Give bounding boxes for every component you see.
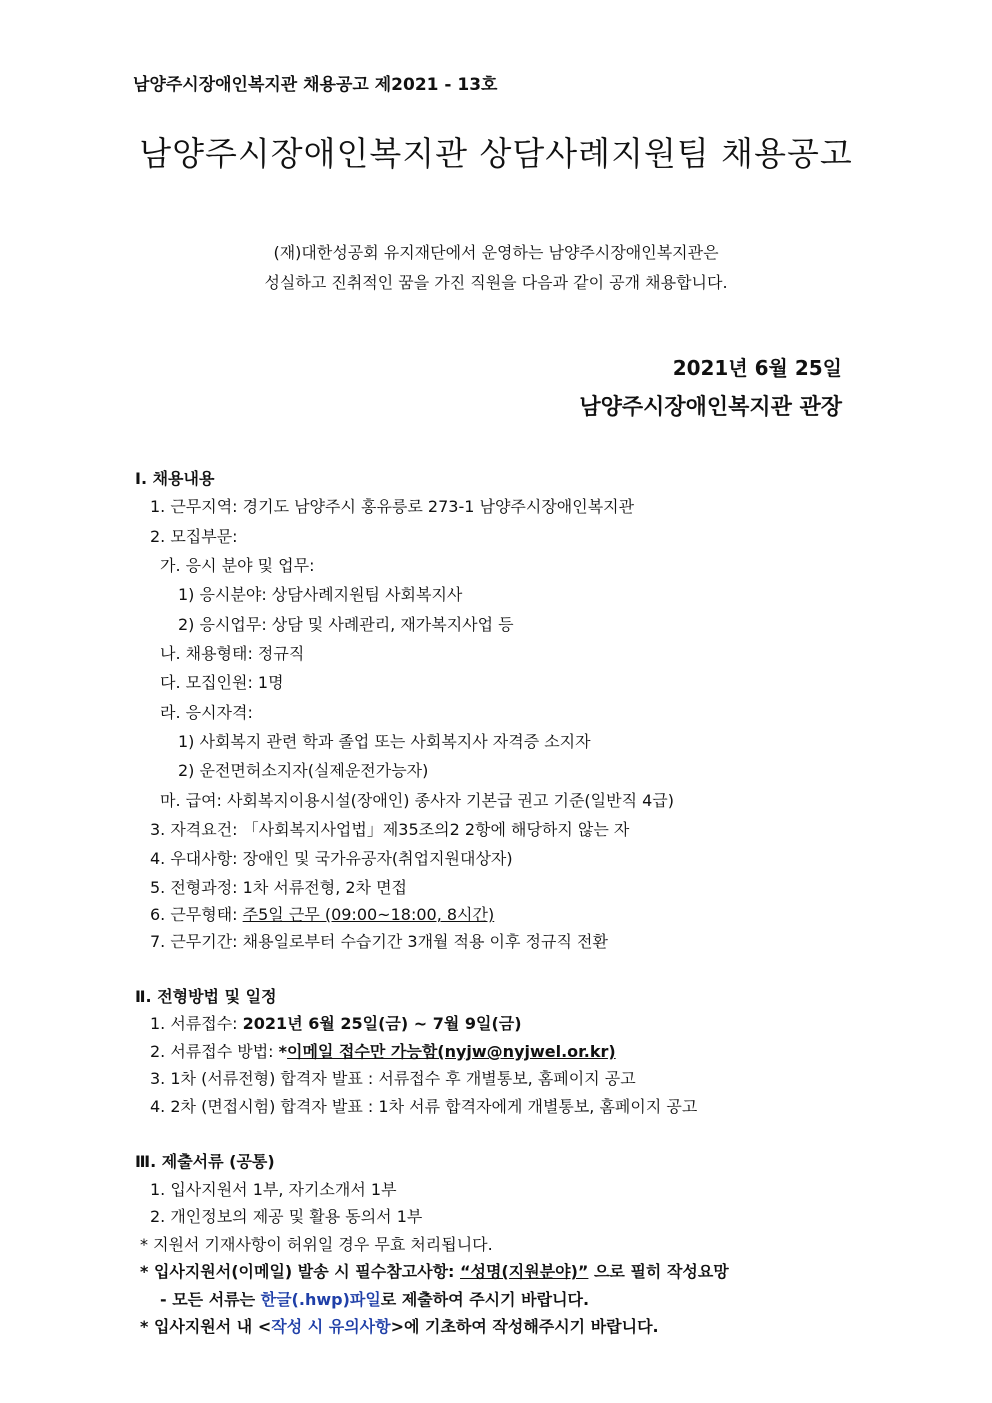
- s1-line-2: 2. 모집부문:: [150, 527, 238, 546]
- s3-line-6-a: * 입사지원서 내 <: [140, 1317, 272, 1336]
- s1-line-4: 1) 응시분야: 상담사례지원팀 사회복지사: [178, 585, 463, 604]
- s3-line-2: 2. 개인정보의 제공 및 활용 동의서 1부: [150, 1207, 423, 1226]
- s1-line-15: [150, 902, 494, 925]
- s1-line-9: 1) 사회복지 관련 학과 졸업 또는 사회복지사 자격증 소지자: [178, 732, 591, 751]
- s1-line-16: 7. 근무기간: 채용일로부터 수습기간 3개월 적용 이후 정규직 전환: [150, 932, 608, 951]
- s1-line-13: 4. 우대사항: 장애인 및 국가유공자(취업지원대상자): [150, 849, 513, 868]
- s2-line-4: 4. 2차 (면접시험) 합격자 발표 : 1차 서류 합격자에게 개별통보, 홈페이지 공고: [150, 1097, 698, 1116]
- s3-line-5-a: - 모든 서류는: [160, 1290, 261, 1309]
- intro-line-2: 성실하고 진취적인 꿈을 가진 직원을 다음과 같이 공개 채용합니다.: [264, 273, 728, 292]
- notice-number: 남양주시장애인복지관 채용공고 제2021 - 13호: [133, 75, 498, 95]
- s1-line-1: 1. 근무지역: 경기도 남양주시 홍유릉로 273-1 남양주시장애인복지관: [150, 497, 635, 516]
- s1-line-14: 5. 전형과정: 1차 서류전형, 2차 면접: [150, 878, 408, 897]
- s3-line-1: 1. 입사지원서 1부, 자기소개서 1부: [150, 1180, 397, 1199]
- s2-line-1: [150, 1011, 522, 1034]
- s3-line-4-c: 으로 필히 작성요망: [588, 1262, 729, 1281]
- s1-line-6: 나. 채용형태: 정규직: [160, 644, 305, 663]
- director-signature: 남양주시장애인복지관 관장: [579, 395, 842, 420]
- asterisk: *: [278, 1042, 288, 1061]
- s3-line-5-c: 로 제출하여 주시기 바랍니다.: [380, 1290, 590, 1309]
- s3-line-6: [140, 1314, 659, 1337]
- section-3-heading: Ⅲ. 제출서류 (공통): [135, 1152, 275, 1171]
- s3-line-5: [160, 1287, 589, 1310]
- name-field-format: “성명(지원분야)”: [460, 1262, 589, 1281]
- hwp-file-format: 한글(.hwp)파일: [260, 1290, 381, 1309]
- intro-line-1: (재)대한성공회 유지재단에서 운영하는 남양주시장애인복지관은: [273, 243, 719, 262]
- s1-line-8: 라. 응시자격:: [160, 703, 253, 722]
- s1-line-12: 3. 자격요건: 「사회복지사업법」제35조의2 2항에 해당하지 않는 자: [150, 820, 630, 839]
- page-title: 남양주시장애인복지관 상담사례지원팀 채용공고: [139, 134, 853, 173]
- s3-line-3: * 지원서 기재사항이 허위일 경우 무효 처리됩니다.: [140, 1235, 493, 1254]
- s2-line-2: [150, 1039, 616, 1062]
- s1-line-5: 2) 응시업무: 상담 및 사례관리, 재가복지사업 등: [178, 615, 514, 634]
- s1-line-10: 2) 운전면허소지자(실제운전가능자): [178, 761, 429, 780]
- s3-line-4: [140, 1259, 729, 1282]
- work-hours-underlined: 주5일 근무 (09:00~18:00, 8시간): [242, 905, 495, 924]
- s1-line-15-label: 6. 근무형태:: [150, 905, 243, 924]
- s3-line-6-c: >에 기초하여 작성해주시기 바랍니다.: [390, 1317, 659, 1336]
- s2-line-2-label: 2. 서류접수 방법:: [150, 1042, 279, 1061]
- s2-line-1-label: 1. 서류접수:: [150, 1014, 243, 1033]
- writing-notes-ref: 작성 시 유의사항: [271, 1317, 391, 1336]
- s1-line-7: 다. 모집인원: 1명: [160, 673, 284, 692]
- notice-date: 2021년 6월 25일: [672, 356, 842, 380]
- section-1-heading: Ⅰ. 채용내용: [135, 469, 215, 488]
- s2-line-3: 3. 1차 (서류전형) 합격자 발표 : 서류접수 후 개별통보, 홈페이지 공고: [150, 1069, 636, 1088]
- email-application-note: 이메일 접수만 가능함(nyjw@nyjwel.or.kr): [287, 1042, 616, 1061]
- section-2-heading: Ⅱ. 전형방법 및 일정: [135, 987, 277, 1006]
- s3-line-4-a: * 입사지원서(이메일) 발송 시 필수참고사항:: [140, 1262, 460, 1281]
- s1-line-11: 마. 급여: 사회복지이용시설(장애인) 종사자 기본급 권고 기준(일반직 4급): [160, 791, 674, 810]
- application-period: 2021년 6월 25일(금) ~ 7월 9일(금): [242, 1014, 522, 1033]
- s1-line-3: 가. 응시 분야 및 업무:: [160, 556, 315, 575]
